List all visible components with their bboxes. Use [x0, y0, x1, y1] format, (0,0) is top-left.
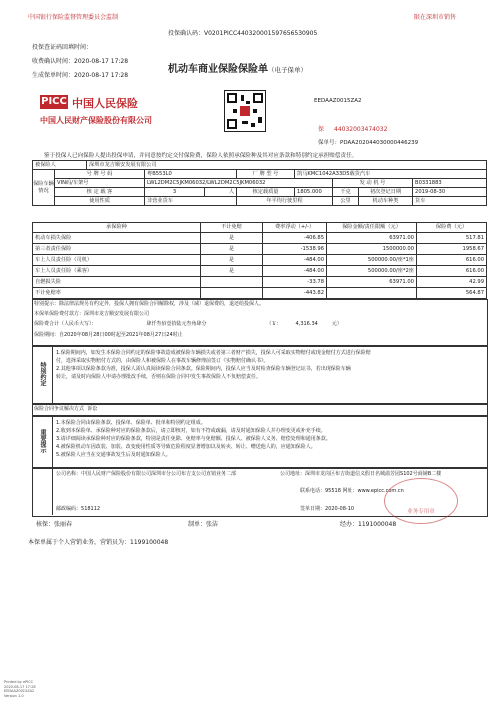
- supervisor-text: 中国银行保险监督管理委员会监制: [28, 14, 119, 21]
- coverage-rate: -443.82: [263, 288, 327, 299]
- postcode-value: 518112: [81, 506, 101, 512]
- coverage-amount: 1500000.00: [327, 244, 417, 255]
- coverage-deductible: 是: [201, 233, 263, 244]
- premium-number: 4,316.34: [295, 321, 318, 327]
- confirm-time: 投保查证码回填时间：: [32, 44, 93, 51]
- vin-label: VIN码/车架号: [55, 179, 145, 188]
- important-line: 4.被保险机动车因改装、加装、改变使用性质等导致危险程度显著增加以及转卖、转让、赠送他人的，应通知保险人。: [56, 444, 316, 450]
- premium-symbol: （￥：: [266, 321, 282, 327]
- coverage-premium: 564.87: [417, 288, 487, 299]
- reg-label: 初次登记日期: [359, 188, 413, 197]
- checker: 核保：张丽春: [36, 521, 73, 528]
- important-label: 重要提示: [32, 415, 53, 467]
- load-label: 核定载质量: [237, 188, 295, 197]
- policy-title: [168, 60, 307, 75]
- footnote-line: Printed by ePICC: [4, 680, 34, 684]
- coverage-amount: 500000.00/座*2座: [327, 266, 417, 277]
- handler-label: 经办：: [340, 521, 359, 528]
- seats-value: 3: [145, 188, 205, 197]
- confirm-code: 投保确认码：V0201PICC440320001597656530905: [168, 30, 318, 37]
- coverage-header: 承保险种: [33, 223, 201, 233]
- policy-title-main: 机动车商业保险保险单: [168, 64, 268, 75]
- agreement-line: 2.其他事项以保险条款为准，投保人需认真阅读保险合同条款。保险期间内，投保人应当及时检查保险车辆登记证书，若出现保险车辆: [56, 366, 351, 372]
- coverage-rate: -406.85: [263, 233, 327, 244]
- coverage-premium: 616.00: [417, 266, 487, 277]
- policy-number: 保单号：PDAA202044030000446239: [318, 140, 419, 146]
- insurer-side: [32, 467, 53, 515]
- coverage-rate: -484.00: [263, 266, 327, 277]
- important-line: 3.请详细阅读承保险种对应的保险条款，特别是责任免除、免赔率与免赔额、投保人、被保险人义务、赔偿处理和通用条款。: [56, 436, 331, 442]
- insurer-name-label: 公司名称：: [56, 471, 82, 477]
- agreement-line: 1.保险期间内，如发生本保险合同约定的保险事故造成被保险车辆损失或者第三者财产损失，投保人可采取实物赔付或现金赔付方式进行保险赔: [56, 350, 371, 356]
- footnote-line: Version 1.0: [4, 693, 24, 698]
- postcode-label: 邮政编码：: [56, 506, 82, 512]
- coverage-deductible: [201, 288, 263, 299]
- insured-value: 深圳市龙吉顺安发展有限公司: [87, 161, 487, 170]
- coverage-header: 不计免赔: [201, 223, 263, 233]
- generate-time: 生成保单时间：2020-08-17 17:28: [32, 72, 129, 79]
- coverage-name: 不计免赔率: [33, 288, 201, 299]
- premium-words: 肆仟叁佰壹拾陆元叁角肆分: [146, 321, 207, 327]
- table-row: [33, 277, 487, 288]
- coverage-header: 费率浮动（+/-）: [263, 223, 327, 233]
- coverage-deductible: [201, 277, 263, 288]
- company-name-full: 中国人民财产保险股份有限公司: [40, 116, 152, 125]
- coverage-name: 机动车损失保险: [33, 233, 201, 244]
- sign-date-line: [300, 506, 354, 513]
- insurer-name-line: [56, 471, 270, 478]
- dispute-value: 诉讼: [87, 406, 98, 412]
- mileage-label: 年平均行驶里程: [237, 197, 333, 206]
- use-label: 使用性质: [55, 197, 145, 206]
- coverage-rate: -484.00: [263, 255, 327, 266]
- coverage-amount: 63971.00: [327, 277, 417, 288]
- coverage-table: [32, 222, 487, 299]
- sign-date-label: 签单日期：: [300, 506, 326, 512]
- use-value: 非营业货车: [145, 197, 237, 206]
- coverage-amount: [327, 288, 417, 299]
- handler-value: 1191000048: [358, 521, 397, 528]
- maker: 制单：张洁: [188, 521, 219, 528]
- serial-number: 44032003474032: [334, 126, 388, 133]
- special-line: 特别提示：除法律法规另有约定外，投保人拥有保险合同解除权，涉及（减）退保费的，退还给投保人。: [34, 301, 265, 307]
- vin-value: LWL2DM2C5JKM06032/LWL2DM2C5JKM06032: [145, 179, 333, 188]
- type-value: 货车: [413, 197, 487, 206]
- policy-title-sub: （电子保单）: [268, 66, 307, 74]
- plate-label: 号 牌 号 码: [55, 170, 145, 179]
- company-seal-icon: [384, 478, 458, 524]
- reg-value: 2019-08-30: [413, 188, 487, 197]
- coverage-name: 车上人员责任险（司机）: [33, 255, 201, 266]
- engine-value: B0331883: [413, 179, 487, 188]
- dispute-label: 保险合同争议解决方式: [34, 406, 85, 412]
- insurer-phone: 联系电话：95518 网址：www.epicc.com.cn: [300, 488, 404, 494]
- coverage-premium: 517.81: [417, 233, 487, 244]
- coverage-header-row: [33, 223, 487, 233]
- payer-line: 本保单保险费付款方：深圳市龙吉顺安发展有限公司: [34, 311, 150, 317]
- period-line: 保险期间：自2020年08月28日00时起至2021年08月27日24时止: [34, 332, 183, 338]
- coverage-amount: 500000.00/座*1座: [327, 255, 417, 266]
- company-name-short: 中国人民保险: [72, 97, 138, 110]
- coverage-premium: 1958.67: [417, 244, 487, 255]
- seats-unit: 人: [205, 188, 237, 197]
- plate-value: 粤B553L0: [145, 170, 237, 179]
- insurer-name-value: 中国人民财产保险股份有限公司深圳市分公司布吉支公司直销业务二部: [81, 471, 237, 477]
- important-line: 5.被保险人应当在交通事故发生后及时通知保险人。: [56, 452, 171, 458]
- print-footnote: [4, 680, 36, 698]
- coverage-rate: -1538.96: [263, 244, 327, 255]
- seal-text: 业务专用章: [407, 509, 435, 515]
- model-value: 凯马KMC1042A33D5载货汽车: [295, 170, 487, 179]
- region-text: 限在深圳市销售: [414, 14, 457, 21]
- coverage-deductible: 是: [201, 255, 263, 266]
- coverage-name: 车上人员责任险（乘客）: [33, 266, 201, 277]
- coverage-header: 保险费（元）: [417, 223, 487, 233]
- coverage-rate: -33.78: [263, 277, 327, 288]
- model-label: 厂 牌 型 号: [237, 170, 295, 179]
- vehicle-table: [32, 160, 487, 206]
- table-row: [33, 288, 487, 299]
- insurer-address-line: [280, 471, 482, 478]
- insurer-address-label: 公司地址：: [280, 471, 306, 477]
- table-row: [33, 266, 487, 277]
- intro-text: 鉴于投保人已向保险人提出投保申请，并同意按约定交付保险费，保险人依照承保险种及其对应条款和特别约定承担赔偿责任。: [44, 153, 358, 159]
- dispute-line: [34, 406, 97, 413]
- engine-label: 发 动 机 号: [333, 179, 413, 188]
- seats-label: 核 定 载 客: [55, 188, 145, 197]
- sales-line: 本保单属于个人营销业务，营销员为：1199100048: [28, 539, 169, 546]
- table-row: [33, 233, 487, 244]
- postcode-line: [56, 506, 100, 513]
- mileage-unit: 公里: [333, 197, 359, 206]
- footnote-line: 2020-08-17 17:28: [4, 684, 36, 689]
- vehicle-side-label: 保险车辆情况: [33, 170, 55, 206]
- doc-code: EEDAAZ0015ZA2: [314, 98, 362, 104]
- premium-close: 元）: [331, 321, 342, 327]
- insurer-address-value: 深圳市龙岗区布吉街道信义假日名城溢芳园S102号商铺B二楼: [305, 471, 442, 477]
- coverage-deductible: 是: [201, 244, 263, 255]
- important-line: 1.本保险合同由保险条款、投保单、保险单、批单和特别约定组成。: [56, 420, 206, 426]
- premium-label: 保险费合计（人民币大写）：: [34, 321, 97, 327]
- qr-code-icon: [224, 90, 266, 132]
- serial-label: 保: [318, 126, 325, 133]
- coverage-amount: 63971.00: [327, 233, 417, 244]
- receipt-time: 收费确认时间：2020-08-17 17:28: [32, 58, 129, 65]
- load-value: 1805.000: [295, 188, 333, 197]
- coverage-premium: 616.00: [417, 255, 487, 266]
- coverage-name: 自燃损失险: [33, 277, 201, 288]
- agreement-line: 转让，请及时向保险人申请办理批改手续，否则在保险合同中发生事故保险人不负赔偿责任。: [56, 374, 262, 380]
- picc-logo: PICC: [41, 96, 67, 107]
- load-unit: 千克: [333, 188, 359, 197]
- insured-label: 被保险人: [33, 161, 87, 170]
- coverage-premium: 42.99: [417, 277, 487, 288]
- table-row: [33, 255, 487, 266]
- coverage-name: 第三者责任保险: [33, 244, 201, 255]
- premium-line: [34, 321, 342, 328]
- handler-line: [340, 521, 396, 529]
- coverage-deductible: 是: [201, 266, 263, 277]
- sign-date-value: 2020-08-10: [325, 506, 355, 512]
- important-line: 2.收到本保险单、承保险种对应的保险条款后，请立即核对，如有不符或疏漏，请及时通知保险人并办理变更或补充手续。: [56, 428, 326, 434]
- agreement-line: 付，选择采取实物赔付方式的，由保险人和被保险人在事故车辆修理前签订《实物赔付确认书》。: [56, 358, 269, 364]
- coverage-header: 保险金额/责任限额（元）: [327, 223, 417, 233]
- table-row: [33, 244, 487, 255]
- type-label: 机动车种类: [359, 197, 413, 206]
- agreement-label: 特别约定: [32, 345, 53, 403]
- footnote-line: EEDAAZ0015ZA2: [4, 689, 35, 693]
